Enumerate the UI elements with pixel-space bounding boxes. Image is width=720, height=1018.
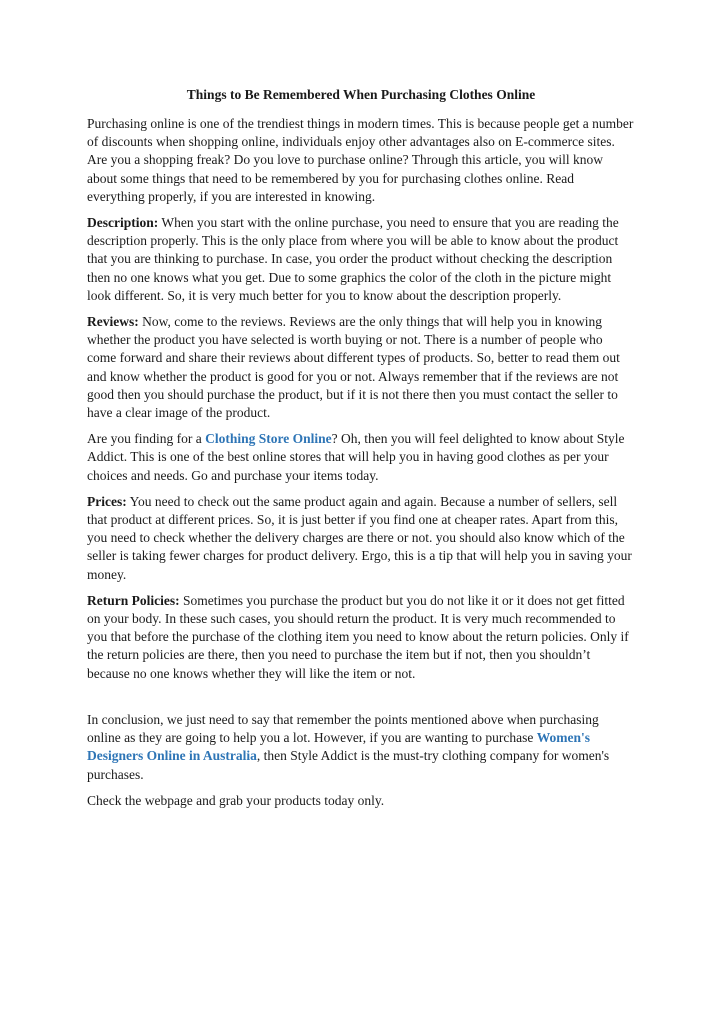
prices-text: You need to check out the same product again and again. Because a number of sellers, sell that product at different prices. So, it is just better if you find one at cheaper rates. Apart from this, you need to check whether the delivery charges are there or not. you should also know which of the seller is taking fewer charges for product delivery. Ergo, this is a tip that will help you in saving your money.: [87, 493, 632, 582]
return-policies-text: Sometimes you purchase the product but you do not like it or it does not get fitted on your body. In these such cases, you should return the product. It is very much recommended to you that before the purchase of the clothing item you need to know about the return policies. Only if the return policies are there, then you need to purchase the item but if not, then you shouldn’t because no one knows whether they will like the item or not.: [87, 592, 629, 681]
conclusion-text-before: In conclusion, we just need to say that remember the points mentioned above when purchasing online as they are going to help you a lot. However, if you are wanting to purchase: [87, 711, 599, 746]
conclusion-paragraph: [87, 711, 635, 784]
conclusion-text-after: , then Style Addict is the must-try clothing company for women's purchases.: [87, 748, 610, 782]
description-label: Description:: [87, 215, 159, 231]
description-paragraph: [87, 214, 635, 305]
reviews-label: Reviews:: [87, 314, 139, 330]
store-text-after: ? Oh, then you will feel delighted to know about Style Addict. This is one of the best online stores that will help you in having good clothes as per your choices and needs. Go and purchase your items today.: [87, 431, 625, 483]
prices-label: Prices:: [87, 493, 127, 509]
clothing-store-online-link[interactable]: Clothing Store Online: [205, 431, 332, 447]
document-title: Things to Be Remembered When Purchasing Clothes Online: [186, 87, 536, 102]
reviews-paragraph: [87, 313, 635, 422]
reviews-text: Now, come to the reviews. Reviews are the only things that will help you in knowing whether the product you have selected is worth buying or not. There is a number of people who come forward and share their reviews about different types of products. So, better to read them out and know whether the product is good for you or not. Always remember that if the reviews are not good then you should purchase the product, but if it is not there then you must contact the seller to have a clear image of the product.: [87, 314, 620, 421]
store-paragraph: [87, 430, 635, 485]
intro-paragraph: Purchasing online is one of the trendiest things in modern times. This is because people get a number of discounts when shopping online, individuals enjoy other advantages also on E-commerce sites. Are you a shopping freak? Do you love to purchase online? Through this article, you will know about some things that need to be remembered by you for purchasing clothes online. Read everything properly, if you are interested in knowing.: [87, 116, 634, 204]
womens-designers-online-link[interactable]: Women's Designers Online in Australia: [87, 730, 590, 764]
description-text: When you start with the online purchase, you need to ensure that you are reading the description properly. This is the only place from where you will be able to know about the product that you are thinking to purchase. In case, you order the product without checking the description then no one knows what you get. Due to some graphics the color of the cloth in the picture might look different. So, it is very much better for you to know about the description properly.: [87, 215, 619, 303]
prices-paragraph: [87, 493, 635, 584]
return-policies-label: Return Policies:: [87, 592, 180, 608]
return-policies-paragraph: [87, 592, 635, 683]
store-text-before: Are you finding for a: [87, 431, 206, 447]
document-body: [87, 86, 635, 818]
closing-paragraph: Check the webpage and grab your products today only.: [87, 792, 385, 808]
